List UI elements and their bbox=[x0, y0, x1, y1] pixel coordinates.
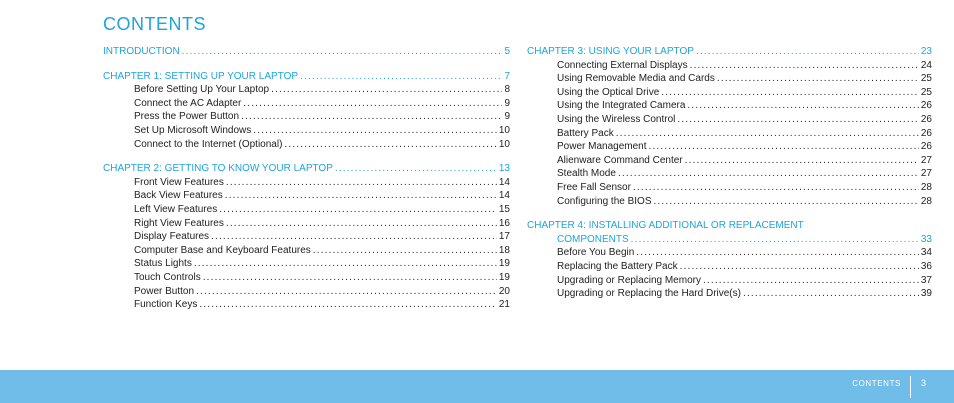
dot-leader bbox=[219, 203, 497, 217]
toc-entry-page: 28 bbox=[920, 195, 932, 207]
dot-leader bbox=[696, 45, 919, 59]
toc-entry-label: Power Button bbox=[134, 285, 195, 297]
dot-leader bbox=[241, 110, 502, 124]
dot-leader bbox=[680, 260, 919, 274]
toc-entry-label: Status Lights bbox=[134, 258, 192, 270]
toc-entry-page: 5 bbox=[504, 46, 510, 57]
toc-entry-page: 16 bbox=[498, 217, 510, 229]
toc-entry-label: Left View Features bbox=[134, 203, 218, 215]
dot-leader bbox=[743, 287, 919, 301]
toc-entry[interactable] bbox=[527, 72, 932, 86]
toc-entry-page: 34 bbox=[920, 247, 932, 259]
dot-leader bbox=[196, 285, 497, 299]
footer-divider bbox=[910, 376, 911, 398]
dot-leader bbox=[225, 189, 497, 203]
page-number: 3 bbox=[921, 378, 927, 388]
toc-entry-page: 36 bbox=[920, 260, 932, 272]
footer-bar bbox=[0, 370, 954, 403]
toc-entry-label: Upgrading or Replacing Memory bbox=[557, 274, 701, 286]
toc-entry-label: Connect the AC Adapter bbox=[134, 97, 242, 109]
toc-entry[interactable] bbox=[527, 181, 932, 195]
toc-chapter-4[interactable] bbox=[527, 233, 932, 247]
dot-leader bbox=[313, 244, 497, 258]
toc-entry-label: Configuring the BIOS bbox=[557, 195, 652, 207]
toc-entry-page: 33 bbox=[920, 233, 932, 245]
toc-entry[interactable] bbox=[103, 97, 510, 111]
toc-entry-page: 15 bbox=[498, 203, 510, 215]
toc-entry-label: Set Up Microsoft Windows bbox=[134, 124, 252, 136]
dot-leader bbox=[649, 140, 919, 154]
toc-entry[interactable] bbox=[527, 113, 932, 127]
dot-leader bbox=[654, 195, 919, 209]
toc-entry-label: Before You Begin bbox=[557, 247, 635, 259]
toc-entry[interactable] bbox=[103, 203, 510, 217]
dot-leader bbox=[633, 181, 919, 195]
toc-entry[interactable] bbox=[527, 127, 932, 141]
dot-leader bbox=[687, 99, 918, 113]
toc-entry[interactable] bbox=[103, 230, 510, 244]
dot-leader bbox=[211, 230, 497, 244]
toc-entry-page: 24 bbox=[920, 59, 932, 71]
toc-entry-label: Press the Power Button bbox=[134, 111, 240, 123]
toc-entry-label: Using the Integrated Camera bbox=[557, 100, 686, 112]
dot-leader bbox=[300, 70, 502, 84]
dot-leader bbox=[203, 271, 497, 285]
toc-entry-label: Connecting External Displays bbox=[557, 59, 688, 71]
toc-entry[interactable] bbox=[527, 99, 932, 113]
toc-entry-label: CHAPTER 3: USING YOUR LAPTOP bbox=[527, 46, 694, 57]
toc-entry-label: Display Features bbox=[134, 231, 210, 243]
dot-leader bbox=[636, 246, 919, 260]
dot-leader bbox=[253, 124, 497, 138]
dot-leader bbox=[335, 162, 497, 176]
toc-entry-page: 14 bbox=[498, 190, 510, 202]
toc-entry-page: 14 bbox=[498, 176, 510, 188]
toc-entry[interactable] bbox=[527, 287, 932, 301]
toc-entry[interactable] bbox=[527, 140, 932, 154]
toc-entry-page: 23 bbox=[920, 46, 932, 57]
toc-entry-label: CHAPTER 4: INSTALLING ADDITIONAL OR REPLACEMENT bbox=[527, 220, 804, 232]
toc-entry-label: Power Management bbox=[557, 141, 647, 153]
dot-leader bbox=[685, 154, 919, 168]
toc-chapter-3[interactable] bbox=[527, 45, 932, 59]
toc-entry-page: 28 bbox=[920, 181, 932, 193]
toc-entry-page: 20 bbox=[498, 285, 510, 297]
toc-entry[interactable] bbox=[103, 271, 510, 285]
dot-leader bbox=[243, 97, 502, 111]
dot-leader bbox=[182, 45, 503, 59]
toc-entry[interactable] bbox=[103, 285, 510, 299]
toc-entry-label: Computer Base and Keyboard Features bbox=[134, 244, 311, 256]
toc-entry-label: Alienware Command Center bbox=[557, 154, 683, 166]
toc-entry-page: 25 bbox=[920, 73, 932, 85]
toc-entry-page: 19 bbox=[498, 258, 510, 270]
toc-entry-label: Using Removable Media and Cards bbox=[557, 73, 715, 85]
dot-leader bbox=[618, 167, 919, 181]
toc-entry-page: 18 bbox=[498, 244, 510, 256]
toc-left-column bbox=[103, 45, 510, 312]
dot-leader bbox=[703, 274, 919, 288]
dot-leader bbox=[226, 176, 497, 190]
toc-entry-page: 26 bbox=[920, 113, 932, 125]
dot-leader bbox=[226, 217, 497, 231]
toc-entry-page: 19 bbox=[498, 271, 510, 283]
dot-leader bbox=[677, 113, 919, 127]
toc-entry[interactable] bbox=[103, 217, 510, 231]
toc-entry[interactable] bbox=[103, 110, 510, 124]
toc-entry-label: Stealth Mode bbox=[557, 168, 616, 180]
toc-entry-page: 26 bbox=[920, 100, 932, 112]
toc-right-column bbox=[527, 45, 932, 301]
toc-entry-label: Using the Optical Drive bbox=[557, 86, 660, 98]
page-title: CONTENTS bbox=[103, 14, 206, 34]
toc-entry-label: Replacing the Battery Pack bbox=[557, 260, 678, 272]
toc-entry-label: INTRODUCTION bbox=[103, 46, 180, 57]
dot-leader bbox=[661, 86, 919, 100]
dot-leader bbox=[690, 59, 919, 73]
dot-leader bbox=[616, 127, 919, 141]
toc-entry-page: 37 bbox=[920, 274, 932, 286]
dot-leader bbox=[199, 298, 497, 312]
toc-entry-label: CHAPTER 2: GETTING TO KNOW YOUR LAPTOP bbox=[103, 163, 333, 175]
toc-entry[interactable] bbox=[527, 86, 932, 100]
dot-leader bbox=[271, 83, 502, 97]
toc-entry-label: Right View Features bbox=[134, 217, 224, 229]
toc-entry[interactable] bbox=[103, 83, 510, 97]
toc-entry-page: 8 bbox=[504, 84, 510, 96]
toc-entry[interactable] bbox=[527, 59, 932, 73]
toc-entry-page: 21 bbox=[498, 299, 510, 311]
toc-entry-page: 25 bbox=[920, 86, 932, 98]
toc-entry-label: Before Setting Up Your Laptop bbox=[134, 84, 270, 96]
toc-entry[interactable] bbox=[103, 257, 510, 271]
toc-entry-page: 27 bbox=[920, 154, 932, 166]
toc-entry-label: Upgrading or Replacing the Hard Drive(s) bbox=[557, 288, 741, 300]
toc-entry-page: 10 bbox=[498, 124, 510, 136]
toc-entry[interactable] bbox=[527, 260, 932, 274]
toc-entry-page: 7 bbox=[504, 70, 510, 82]
toc-entry[interactable] bbox=[103, 124, 510, 138]
toc-entry-label: Touch Controls bbox=[134, 271, 201, 283]
toc-entry-label: Front View Features bbox=[134, 176, 224, 188]
toc-entry-label: Battery Pack bbox=[557, 127, 614, 139]
toc-entry[interactable] bbox=[527, 154, 932, 168]
toc-entry-page: 26 bbox=[920, 141, 932, 153]
toc-entry-label: Connect to the Internet (Optional) bbox=[134, 138, 283, 150]
toc-entry-page: 10 bbox=[498, 138, 510, 150]
dot-leader bbox=[284, 138, 496, 152]
dot-leader bbox=[194, 257, 497, 271]
toc-entry[interactable] bbox=[527, 274, 932, 288]
dot-leader bbox=[717, 72, 919, 86]
toc-chapter-4-heading[interactable] bbox=[527, 219, 932, 233]
toc-entry[interactable] bbox=[103, 176, 510, 190]
toc-entry[interactable] bbox=[103, 244, 510, 258]
toc-chapter-2[interactable] bbox=[103, 162, 510, 176]
toc-entry-label: Using the Wireless Control bbox=[557, 113, 676, 125]
toc-entry[interactable] bbox=[527, 167, 932, 181]
toc-entry-page: 27 bbox=[920, 168, 932, 180]
toc-entry[interactable] bbox=[103, 189, 510, 203]
toc-entry[interactable] bbox=[103, 138, 510, 152]
toc-entry-label: COMPONENTS bbox=[557, 233, 629, 245]
dot-leader bbox=[631, 233, 919, 247]
toc-entry-label: Function Keys bbox=[134, 299, 198, 311]
toc-entry-page: 39 bbox=[920, 288, 932, 300]
toc-entry-page: 9 bbox=[504, 111, 510, 123]
footer-section-label: CONTENTS bbox=[852, 379, 901, 388]
toc-entry-label: Back View Features bbox=[134, 190, 223, 202]
toc-entry-page: 17 bbox=[498, 231, 510, 243]
toc-entry[interactable] bbox=[527, 195, 932, 209]
toc-entry[interactable] bbox=[527, 246, 932, 260]
toc-entry-label: CHAPTER 1: SETTING UP YOUR LAPTOP bbox=[103, 70, 299, 82]
toc-entry-page: 13 bbox=[498, 163, 510, 175]
toc-entry-label: Free Fall Sensor bbox=[557, 181, 631, 193]
toc-entry-introduction[interactable] bbox=[103, 45, 510, 59]
toc-entry-page: 26 bbox=[920, 127, 932, 139]
toc-entry-page: 9 bbox=[504, 97, 510, 109]
toc-chapter-1[interactable] bbox=[103, 70, 510, 84]
toc-entry[interactable] bbox=[103, 298, 510, 312]
